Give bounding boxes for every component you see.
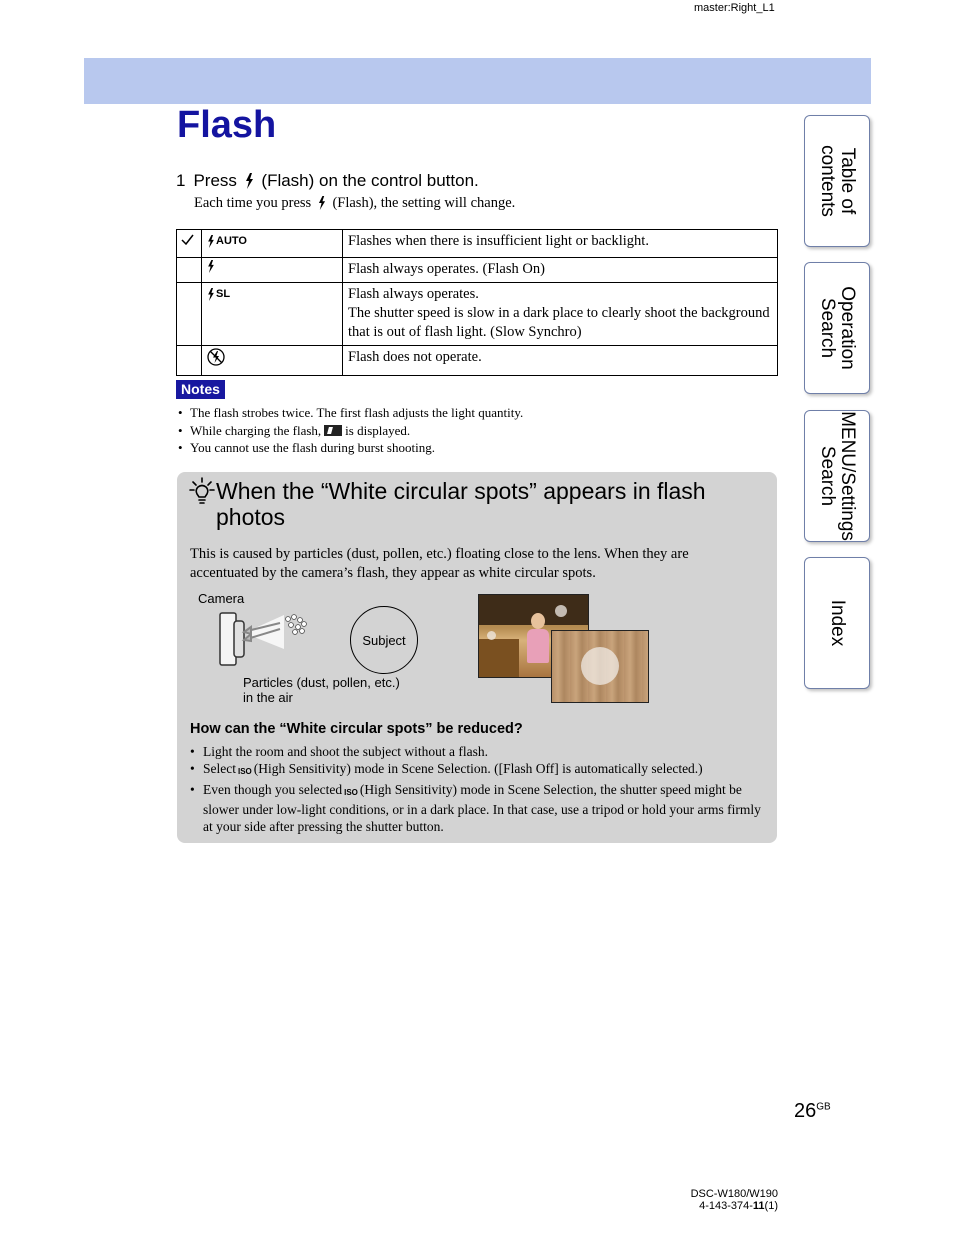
notes-list: [176, 404, 523, 457]
mode-icon-cell: [202, 346, 343, 376]
master-label: master:Right_L1: [694, 2, 775, 14]
tip-body: This is caused by particles (dust, pollen, etc.) floating close to the lens. When they are accentuated by the camera’s flash, they appear as white circular spots.: [190, 546, 689, 581]
high-sensitivity-icon: ISO: [344, 787, 358, 797]
list-item: • Even though you selected ISO (High Sensitivity) mode in Scene Selection, the shutter speed might be slower under low-light conditions, or in a dark place. In that case, use a tripod or hold your arms firmly at your side after pressing the shutter button.: [190, 781, 765, 836]
lightbulb-hint-icon: [186, 476, 216, 506]
flash-on-icon: [207, 260, 215, 273]
tab-menu-settings-search[interactable]: MENU/Settings Search: [804, 410, 870, 542]
step-instruction: [176, 171, 479, 191]
footer-model-info: DSC-W180/W190 4-143-374-11(1): [690, 1188, 778, 1212]
tip-title: When the “White circular spots” appears in flash photos: [216, 478, 706, 530]
high-sensitivity-icon: ISO: [238, 767, 252, 777]
step-sub-before: Each time you press: [194, 195, 312, 211]
flash-auto-icon: AUTO: [207, 232, 247, 251]
step-description: [194, 195, 515, 212]
table-row: [177, 346, 778, 376]
step-text-after: (Flash) on the control button.: [261, 171, 479, 190]
page-title: Flash: [177, 104, 277, 146]
list-item: • While charging the flash, is displayed.: [176, 422, 523, 440]
flash-mode-table: [176, 229, 778, 376]
tab-index[interactable]: Index: [804, 557, 870, 689]
list-item: • You cannot use the flash during burst shooting.: [176, 439, 523, 457]
camera-lens-shape: [234, 621, 244, 657]
mode-icon-cell: [202, 283, 343, 346]
mode-description: Flash always operates. (Flash On): [343, 258, 778, 283]
tab-table-of-contents[interactable]: Table of contents: [804, 115, 870, 247]
subject-label: Subject: [362, 632, 406, 648]
reduce-list: [190, 743, 765, 835]
notes-badge: Notes: [176, 380, 225, 399]
list-item: • The flash strobes twice. The first flash adjusts the light quantity.: [176, 404, 523, 422]
mode-icon-cell: [202, 258, 343, 283]
reduce-heading: How can the “White circular spots” be reduced?: [190, 721, 523, 737]
flash-charging-icon: [324, 425, 342, 436]
check-icon: [181, 234, 194, 245]
table-row: [177, 258, 778, 283]
camera-label: Camera: [198, 591, 245, 606]
tab-operation-search[interactable]: Operation Search: [804, 262, 870, 394]
table-row: [177, 283, 778, 346]
mode-icon-cell: [202, 230, 343, 258]
flash-off-icon: [207, 348, 225, 366]
page-number: $26^{GB}$: [794, 1100, 831, 1122]
step-number: 1: [176, 171, 186, 190]
subject-circle: [350, 606, 418, 674]
default-check-cell: [177, 230, 202, 258]
list-item: • Light the room and shoot the subject without a flash.: [190, 743, 765, 760]
mode-description: Flash does not operate.: [343, 346, 778, 376]
flash-slow-sync-icon: SL: [207, 285, 230, 304]
step-sub-after: (Flash), the setting will change.: [332, 195, 516, 211]
particles-label: Particles (dust, pollen, etc.) in the air: [243, 675, 400, 705]
flash-icon: [245, 173, 254, 189]
header-band: [84, 58, 871, 104]
mode-description: Flash always operates. The shutter speed is slow in a dark place to clearly shoot the background that is out of flash light. (Slow Synchro): [343, 283, 778, 346]
sample-photo-closeup: [551, 630, 649, 703]
flash-icon: [318, 196, 326, 210]
step-text-before: Press: [193, 171, 237, 190]
flash-diagram: [214, 605, 314, 669]
particles-dots: [286, 615, 307, 635]
table-row: [177, 230, 778, 258]
list-item: • Select ISO (High Sensitivity) mode in Scene Selection. ([Flash Off] is automatically selected.): [190, 760, 765, 780]
mode-description: Flashes when there is insufficient light or backlight.: [343, 230, 778, 258]
